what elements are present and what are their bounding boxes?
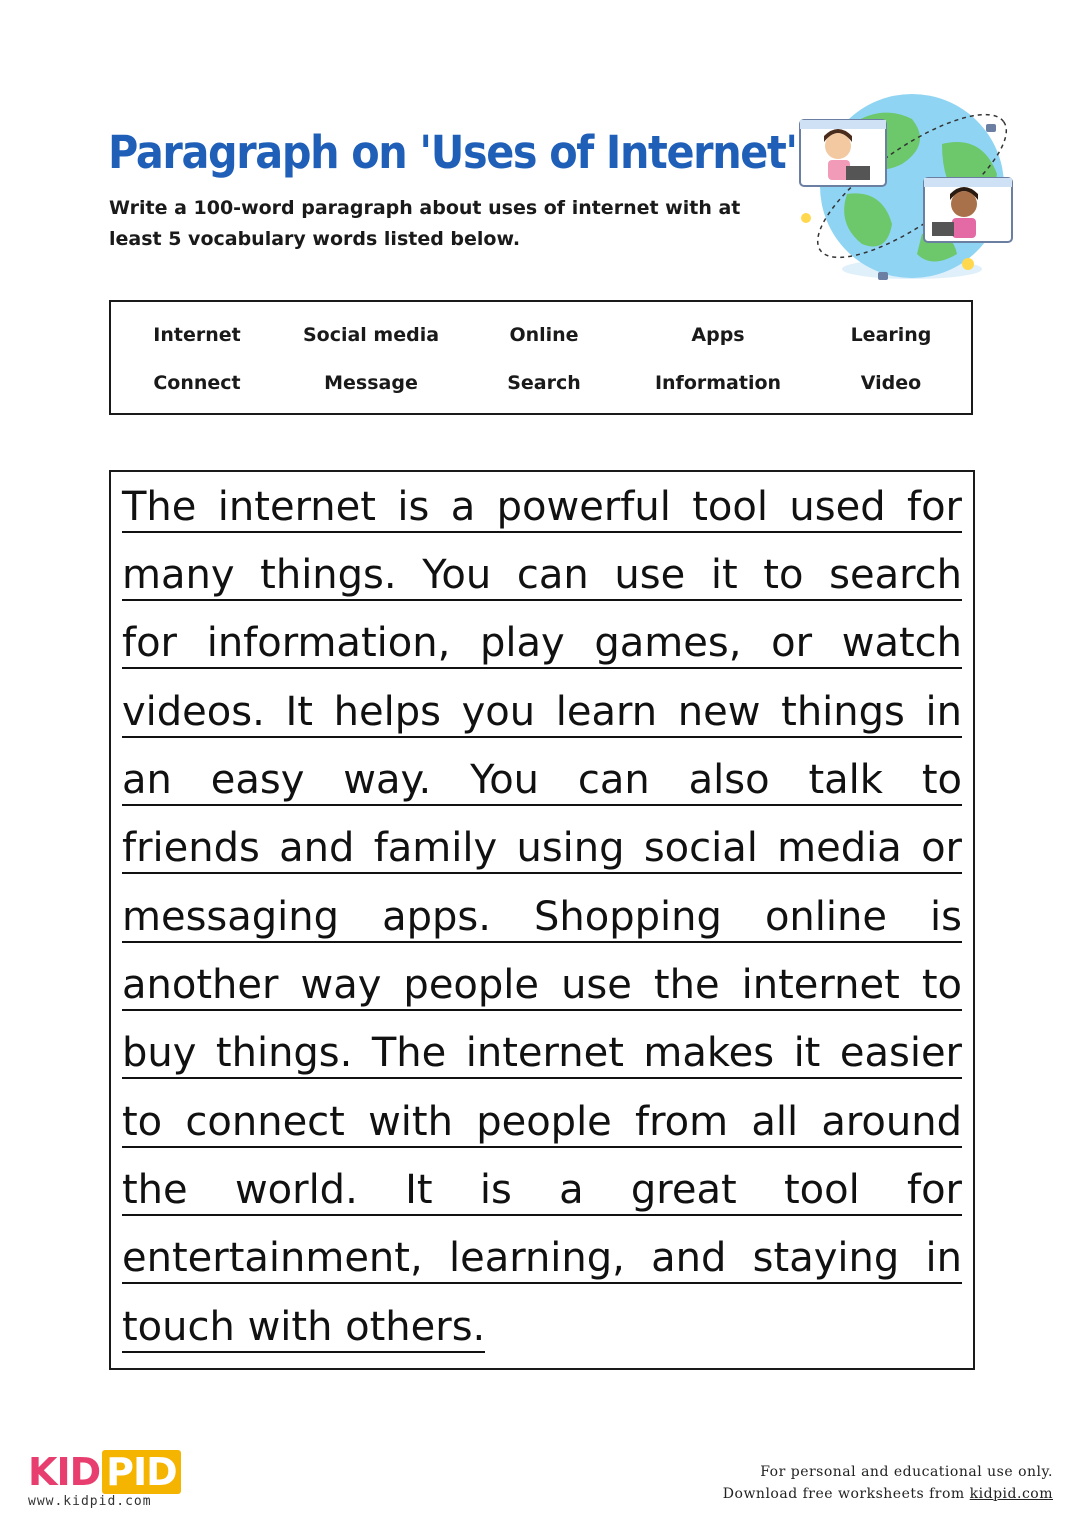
page-title: Paragraph on 'Uses of Internet' [108, 126, 797, 179]
vocab-word: Message [324, 372, 418, 394]
footer-line-1: For personal and educational use only. [760, 1464, 1053, 1480]
vocab-word: Video [860, 372, 922, 394]
logo-accent: PID [102, 1450, 181, 1494]
vocab-word: Information [654, 372, 782, 394]
paragraph-line: to connect with people from all around [122, 1098, 962, 1148]
vocab-word: Learing [850, 324, 932, 346]
paragraph-line: an easy way. You can also talk to [122, 756, 962, 806]
paragraph-line: for information, play games, or watch [122, 619, 962, 669]
logo-url: www.kidpid.com [28, 1494, 152, 1509]
footer-line-2: Download free worksheets from [722, 1486, 970, 1502]
paragraph-line: another way people use the internet to [122, 961, 962, 1011]
instructions-text: Write a 100-word paragraph about uses of internet with at least 5 vocabulary words listed below. [109, 197, 741, 250]
logo-main: KID [28, 1450, 101, 1494]
kidpid-logo [28, 1452, 181, 1509]
vocab-word: Apps [691, 324, 745, 346]
vocab-word: Connect [153, 372, 241, 394]
paragraph-line: The internet is a powerful tool used for [122, 483, 962, 533]
footer-link[interactable]: kidpid.com [969, 1486, 1053, 1502]
vocabulary-box [109, 300, 973, 415]
vocab-word: Search [507, 372, 581, 394]
boy-at-laptop-icon [924, 178, 1012, 242]
paragraph-line: touch with others. [122, 1303, 485, 1353]
paragraph-line: videos. It helps you learn new things in [122, 688, 962, 738]
paragraph-line: messaging apps. Shopping online is [122, 893, 962, 943]
paragraph-line: buy things. The internet makes it easier [122, 1029, 962, 1079]
paragraph-line: many things. You can use it to search [122, 551, 962, 601]
footer-note [723, 1461, 1053, 1505]
girl-at-laptop-icon [800, 120, 886, 186]
paragraph-line: friends and family using social media or [122, 824, 962, 874]
paragraph-line: the world. It is a great tool for [122, 1166, 962, 1216]
paragraph-line: entertainment, learning, and staying in [122, 1234, 962, 1284]
vocab-word: Online [509, 324, 579, 346]
globe-illustration-icon [792, 84, 1026, 288]
vocab-word: Internet [153, 324, 241, 346]
vocab-word: Social media [302, 324, 440, 346]
